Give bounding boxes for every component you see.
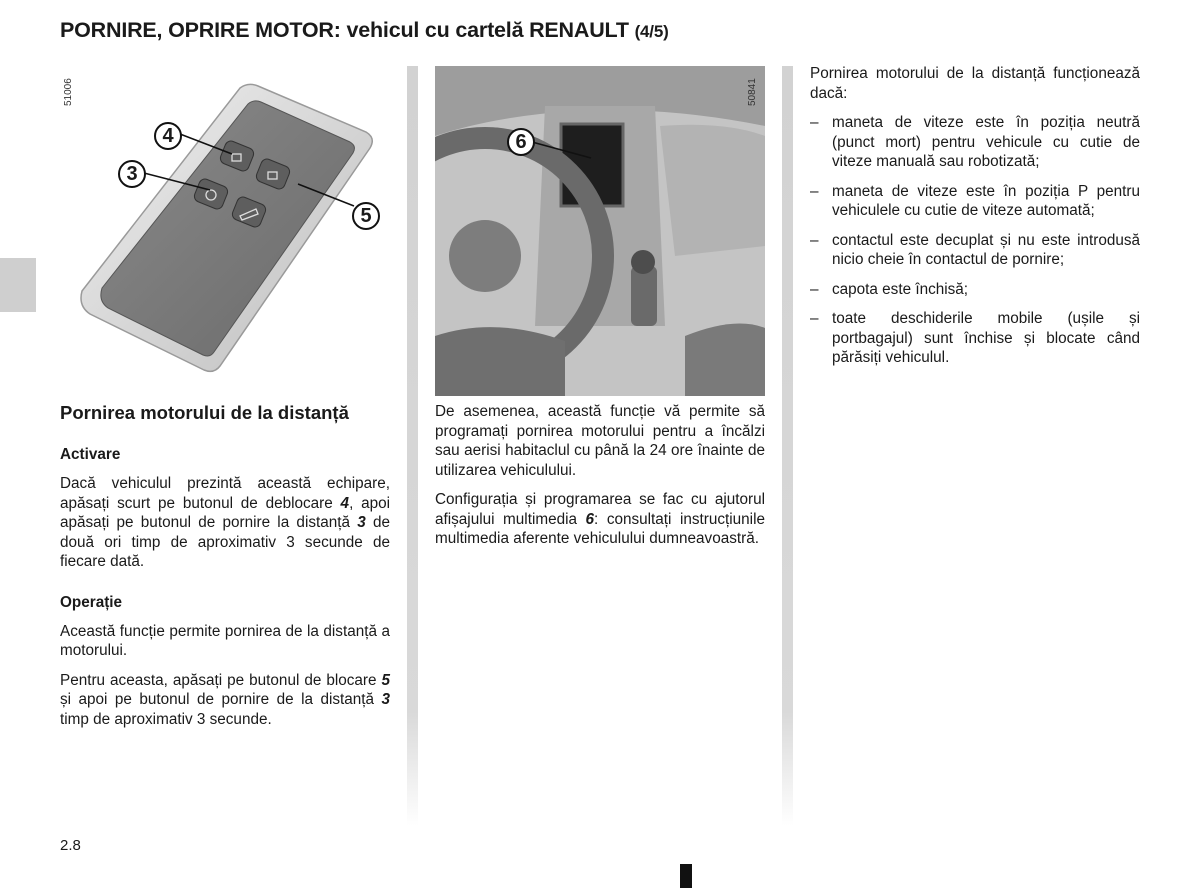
- figure-code: 50841: [747, 78, 758, 106]
- middle-paragraph-2: Configurația și programarea se fac cu ajutorul afișajului multimedia 6: consultați instrucțiunile multimedia aferente vehiculului dumneavoastră.: [435, 491, 765, 547]
- middle-paragraph-1: De asemenea, această funcție vă permite să programați pornirea motorului pentru a încălzi sau aerisi habitaclul cu până la 24 ore înainte de utilizarea vehiculului.: [435, 403, 765, 479]
- figure-code: 51006: [63, 78, 74, 106]
- column-divider-1: [407, 66, 418, 826]
- middle-column: [435, 402, 765, 549]
- card-illustration: [60, 66, 390, 386]
- page-title: [60, 18, 669, 43]
- page-marker: [680, 864, 692, 888]
- list-item: – toate deschiderile mobile (ușile și portbagajul) sunt închise și blocate când părăsiți vehiculul.: [810, 309, 1140, 368]
- callout-6: 6: [507, 128, 535, 156]
- callout-5: 5: [352, 202, 380, 230]
- callout-3: 3: [118, 160, 146, 188]
- dashboard-illustration: [435, 66, 765, 396]
- conditions-list: [810, 113, 1140, 368]
- operation-text: Această funcție permite pornirea de la distanță a motorului.: [60, 622, 390, 659]
- list-item: – capota este închisă;: [810, 280, 1140, 300]
- column-divider-2: [782, 66, 793, 826]
- activation-heading: Activare: [60, 446, 121, 463]
- renault-card-image: [60, 66, 390, 386]
- section-tab: [0, 258, 36, 312]
- callout-4: 4: [154, 122, 182, 150]
- section-heading: Pornirea motorului de la distanță: [60, 402, 349, 423]
- right-column: [810, 64, 1140, 378]
- list-item: – contactul este decuplat și nu este introdusă nicio cheie în contactul de pornire;: [810, 231, 1140, 270]
- operation-heading: Operație: [60, 593, 123, 611]
- page-indicator: (4/5): [634, 22, 669, 41]
- list-item: – maneta de viteze este în poziția neutră (punct mort) pentru vehicule cu cutie de viteze manuală sau robotizată;: [810, 113, 1140, 172]
- dashboard-image: [435, 66, 765, 396]
- activation-text: Dacă vehiculul prezintă această echipare, apăsați scurt pe butonul de deblocare 4, apoi apăsați pe butonul de pornire la distanță 3 de două ori timp de aproximativ 3 secunde de fiecare dată.: [60, 475, 391, 570]
- left-column: [60, 402, 390, 729]
- list-item: – maneta de viteze este în poziția P pentru vehiculele cu cutie de viteze automată;: [810, 182, 1140, 221]
- page-number: 2.8: [60, 837, 81, 854]
- conditions-intro: Pornirea motorului de la distanță funcționează dacă:: [810, 65, 1140, 102]
- operation-text-2: Pentru aceasta, apăsați pe butonul de blocare 5 și apoi pe butonul de pornire de la distanță 3 timp de aproximativ 3 secunde.: [60, 671, 390, 728]
- title-text: PORNIRE, OPRIRE MOTOR: vehicul cu cartelă RENAULT: [60, 18, 629, 42]
